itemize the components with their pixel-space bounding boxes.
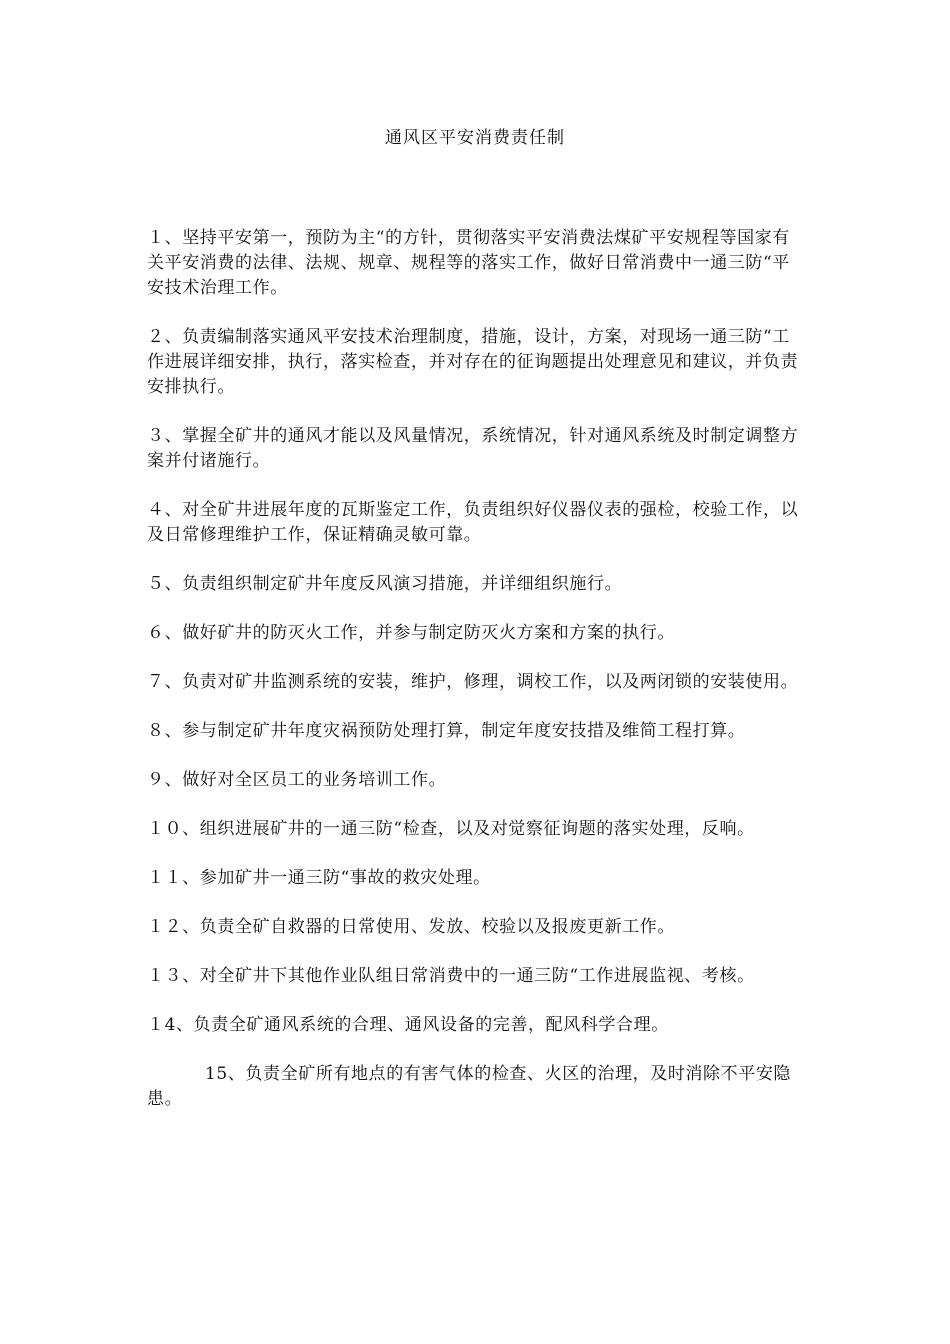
paragraph-3: ３、掌握全矿井的通风才能以及风量情况，系统情况，针对通风系统及时制定调整方案并付诸施行。 [147,426,799,471]
paragraph-13: １３、对全矿井下其他作业队组日常消费中的一通三防“工作进展监视、考核。 [147,966,755,986]
paragraph-6: ６、做好矿井的防灭火工作，并参与制定防灭火方案和方案的执行。 [147,623,675,643]
paragraph-2: ２、负责编制落实通风平安技术治理制度，措施，设计，方案，对现场一通三防“工作进展详细安排，执行，落实检查，并对存在的征询题提出处理意见和建议，并负责安排执行。 [147,327,799,397]
paragraph-1: １、坚持平安第一，预防为主“的方针，贯彻落实平安消费法煤矿平安规程等国家有关平安消费的法律、法规、规章、规程等的落实工作，做好日常消费中一通三防“平安技术治理工作。 [147,228,790,298]
paragraph-5: ５、负责组织制定矿井年度反风演习措施，并详细组织施行。 [147,574,623,594]
paragraph-7: ７、负责对矿井监测系统的安装，维护，修理，调校工作，以及两闭锁的安装使用。 [147,672,799,692]
document-body [147,226,807,1136]
paragraph-4: ４、对全矿井进展年度的瓦斯鉴定工作，负责组织好仪器仪表的强检，校验工作，以及日常修理维护工作，保证精确灵敏可靠。 [147,500,799,545]
paragraph-12: １２、负责全矿自救器的日常使用、发放、校验以及报废更新工作。 [147,917,675,937]
paragraph-8: ８、参与制定矿井年度灾祸预防处理打算，制定年度安技措及维简工程打算。 [147,721,746,741]
paragraph-15: 15、负责全矿所有地点的有害气体的检查、火区的治理，及时消除不平安隐患。 [147,1064,792,1109]
paragraph-10: １０、组织进展矿井的一通三防“检查，以及对觉察征询题的落实处理，反响。 [147,819,755,839]
paragraph-14: １4、负责全矿通风系统的合理、通风设备的完善，配风科学合理。 [147,1015,669,1035]
document-title: 通风区平安消费责任制 [385,128,565,148]
paragraph-9: ９、做好对全区员工的业务培训工作。 [147,770,447,790]
paragraph-11: １１、参加矿井一通三防“事故的救灾处理。 [147,868,491,888]
